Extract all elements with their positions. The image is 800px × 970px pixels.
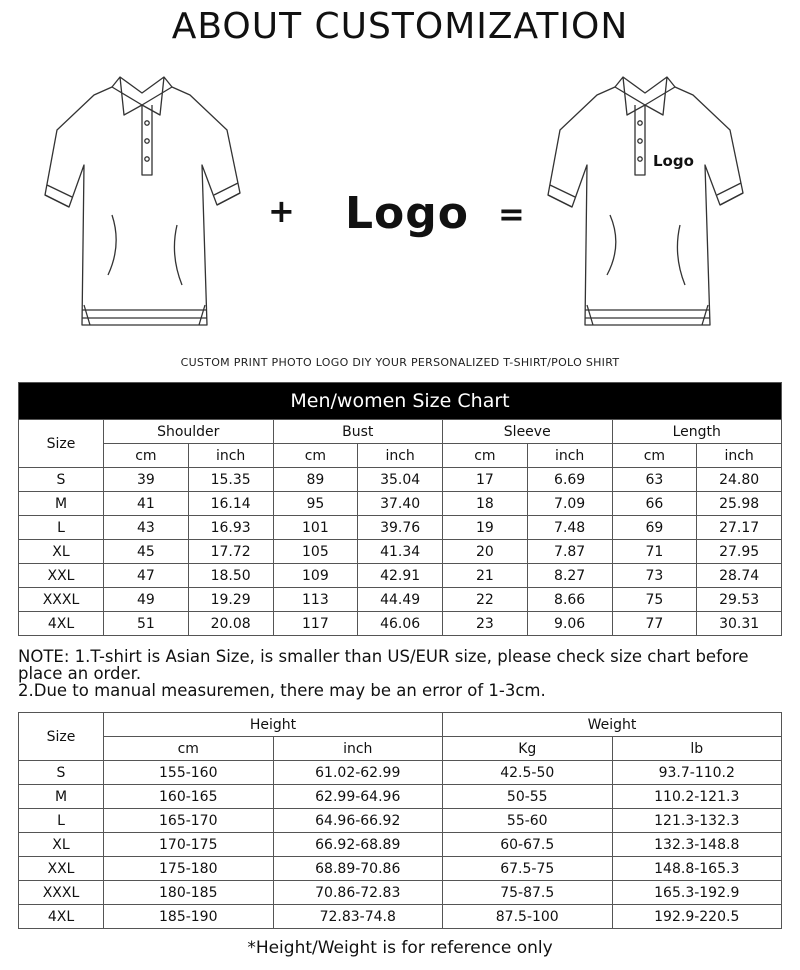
shirt-logo-label: Logo: [653, 152, 694, 170]
table-cell: 68.89-70.86: [273, 857, 443, 881]
table-cell: 185-190: [104, 905, 274, 929]
table-cell: 18.50: [188, 564, 273, 588]
table-cell: 20: [443, 540, 528, 564]
table-row: [19, 833, 782, 857]
size-cell: M: [19, 492, 104, 516]
table-cell: 113: [273, 588, 358, 612]
table-cell: 60-67.5: [443, 833, 613, 857]
size_chart-unit-header: cm: [104, 444, 189, 468]
table-cell: 15.35: [188, 468, 273, 492]
table-cell: 20.08: [188, 612, 273, 636]
table-cell: 7.87: [527, 540, 612, 564]
table-cell: 192.9-220.5: [612, 905, 782, 929]
table-row: [19, 468, 782, 492]
size_chart-unit-header: cm: [273, 444, 358, 468]
table-cell: 160-165: [104, 785, 274, 809]
table-row: [19, 612, 782, 636]
table-cell: 50-55: [443, 785, 613, 809]
table-cell: 25.98: [697, 492, 782, 516]
table-cell: 42.91: [358, 564, 443, 588]
table-cell: 101: [273, 516, 358, 540]
note-line-2: 2.Due to manual measuremen, there may be an error of 1-3cm.: [18, 681, 546, 700]
table-row: [19, 492, 782, 516]
table-cell: 37.40: [358, 492, 443, 516]
table-cell: 18: [443, 492, 528, 516]
table-cell: 75-87.5: [443, 881, 613, 905]
table-cell: 121.3-132.3: [612, 809, 782, 833]
size-cell: M: [19, 785, 104, 809]
table-cell: 165-170: [104, 809, 274, 833]
table-row: [19, 564, 782, 588]
size_chart-unit-header: inch: [358, 444, 443, 468]
table-cell: 66.92-68.89: [273, 833, 443, 857]
table-cell: 49: [104, 588, 189, 612]
table-cell: 16.14: [188, 492, 273, 516]
size-cell: XXL: [19, 564, 104, 588]
plus-sign: +: [268, 192, 295, 230]
table-cell: 73: [612, 564, 697, 588]
table-row: [19, 881, 782, 905]
table-row: [19, 761, 782, 785]
table-cell: 41.34: [358, 540, 443, 564]
group-header-weight: Weight: [443, 713, 782, 737]
table-cell: 89: [273, 468, 358, 492]
size-cell: S: [19, 761, 104, 785]
table-cell: 180-185: [104, 881, 274, 905]
table-cell: 43: [104, 516, 189, 540]
size-chart-table: [18, 382, 782, 636]
table-cell: 27.95: [697, 540, 782, 564]
table-cell: 39.76: [358, 516, 443, 540]
table-cell: 16.93: [188, 516, 273, 540]
size-header: Size: [19, 420, 104, 468]
table-cell: 39: [104, 468, 189, 492]
page-title: ABOUT CUSTOMIZATION: [171, 6, 629, 47]
table-cell: 117: [273, 612, 358, 636]
table-cell: 8.66: [527, 588, 612, 612]
size_chart-unit-header: inch: [527, 444, 612, 468]
hw-size-header: Size: [19, 713, 104, 761]
footer-note: *Height/Weight is for reference only: [247, 938, 553, 958]
table-cell: 24.80: [697, 468, 782, 492]
table-cell: 64.96-66.92: [273, 809, 443, 833]
table-cell: 110.2-121.3: [612, 785, 782, 809]
table-cell: 8.27: [527, 564, 612, 588]
table-row: [19, 588, 782, 612]
table-cell: 30.31: [697, 612, 782, 636]
table-cell: 19.29: [188, 588, 273, 612]
table-row: [19, 785, 782, 809]
table-cell: 109: [273, 564, 358, 588]
table-cell: 175-180: [104, 857, 274, 881]
size-note: [18, 648, 788, 699]
table-cell: 29.53: [697, 588, 782, 612]
table-cell: 70.86-72.83: [273, 881, 443, 905]
size-chart-title: Men/women Size Chart: [19, 383, 782, 420]
subtitle: CUSTOM PRINT PHOTO LOGO DIY YOUR PERSONALIZED T-SHIRT/POLO SHIRT: [180, 356, 620, 369]
table-cell: 19: [443, 516, 528, 540]
hw_chart-unit-header: cm: [104, 737, 274, 761]
group-header-bust: Bust: [273, 420, 443, 444]
table-cell: 87.5-100: [443, 905, 613, 929]
size-cell: S: [19, 468, 104, 492]
table-row: [19, 905, 782, 929]
table-cell: 41: [104, 492, 189, 516]
table-cell: 42.5-50: [443, 761, 613, 785]
size_chart-unit-header: inch: [697, 444, 782, 468]
table-row: [19, 809, 782, 833]
table-cell: 75: [612, 588, 697, 612]
table-cell: 17: [443, 468, 528, 492]
table-cell: 148.8-165.3: [612, 857, 782, 881]
size-cell: XXL: [19, 857, 104, 881]
table-cell: 63: [612, 468, 697, 492]
note-line-1: NOTE: 1.T-shirt is Asian Size, is smaller than US/EUR size, please check size chart before place an order.: [18, 647, 749, 683]
size-cell: 4XL: [19, 905, 104, 929]
table-cell: 9.06: [527, 612, 612, 636]
polo-shirt-illustration: [42, 75, 242, 345]
table-cell: 132.3-148.8: [612, 833, 782, 857]
table-cell: 95: [273, 492, 358, 516]
size-cell: 4XL: [19, 612, 104, 636]
table-cell: 17.72: [188, 540, 273, 564]
table-cell: 44.49: [358, 588, 443, 612]
table-cell: 21: [443, 564, 528, 588]
hw_chart-unit-header: lb: [612, 737, 782, 761]
size_chart-unit-header: cm: [443, 444, 528, 468]
table-cell: 61.02-62.99: [273, 761, 443, 785]
table-cell: 62.99-64.96: [273, 785, 443, 809]
table-cell: 35.04: [358, 468, 443, 492]
table-row: [19, 540, 782, 564]
table-cell: 51: [104, 612, 189, 636]
size_chart-unit-header: inch: [188, 444, 273, 468]
table-cell: 27.17: [697, 516, 782, 540]
size-cell: XXXL: [19, 881, 104, 905]
table-cell: 71: [612, 540, 697, 564]
size-cell: XL: [19, 833, 104, 857]
table-cell: 67.5-75: [443, 857, 613, 881]
table-cell: 72.83-74.8: [273, 905, 443, 929]
table-cell: 170-175: [104, 833, 274, 857]
table-cell: 77: [612, 612, 697, 636]
table-cell: 93.7-110.2: [612, 761, 782, 785]
table-cell: 7.48: [527, 516, 612, 540]
table-cell: 7.09: [527, 492, 612, 516]
table-cell: 55-60: [443, 809, 613, 833]
table-cell: 28.74: [697, 564, 782, 588]
table-cell: 45: [104, 540, 189, 564]
size-cell: L: [19, 516, 104, 540]
group-header-height: Height: [104, 713, 443, 737]
table-cell: 69: [612, 516, 697, 540]
table-cell: 155-160: [104, 761, 274, 785]
size-cell: XXXL: [19, 588, 104, 612]
table-cell: 47: [104, 564, 189, 588]
table-row: [19, 516, 782, 540]
polo-shirt-with-logo-illustration: [545, 75, 745, 345]
hw_chart-unit-header: inch: [273, 737, 443, 761]
height-weight-table: [18, 712, 782, 929]
table-cell: 6.69: [527, 468, 612, 492]
table-cell: 66: [612, 492, 697, 516]
logo-label: Logo: [345, 188, 469, 239]
group-header-sleeve: Sleeve: [443, 420, 613, 444]
table-cell: 22: [443, 588, 528, 612]
table-cell: 46.06: [358, 612, 443, 636]
hw_chart-unit-header: Kg: [443, 737, 613, 761]
equals-sign: =: [498, 195, 525, 233]
size-cell: XL: [19, 540, 104, 564]
group-header-length: Length: [612, 420, 782, 444]
table-cell: 165.3-192.9: [612, 881, 782, 905]
table-row: [19, 857, 782, 881]
table-cell: 23: [443, 612, 528, 636]
size-cell: L: [19, 809, 104, 833]
group-header-shoulder: Shoulder: [104, 420, 274, 444]
table-cell: 105: [273, 540, 358, 564]
size_chart-unit-header: cm: [612, 444, 697, 468]
